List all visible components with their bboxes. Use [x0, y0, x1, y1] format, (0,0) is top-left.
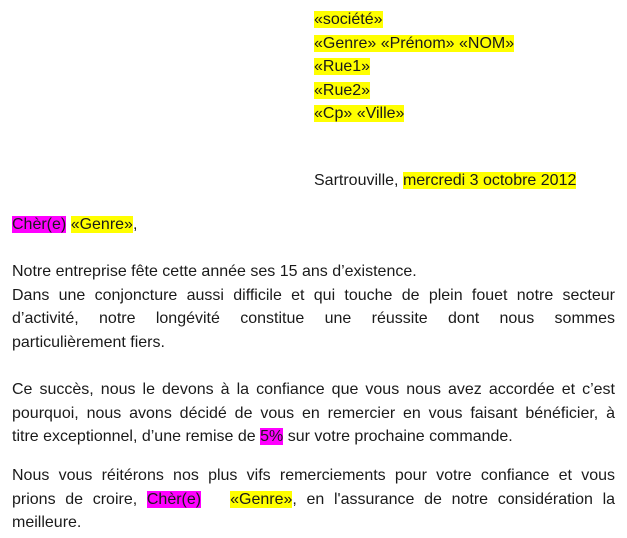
merge-field-rue1[interactable]: «Rue1» [314, 58, 371, 75]
paragraph-closing [12, 464, 615, 535]
paragraph2-line3 [12, 425, 615, 449]
merge-field-genre[interactable]: «Genre» [314, 34, 377, 52]
salutation-genre-field[interactable]: «Genre» [70, 216, 133, 233]
paragraph3-line3: meilleure. [12, 514, 82, 531]
paragraph2-line1: Ce succès, nous le devons à la confiance que vous nous avez accordée et c’est [12, 381, 615, 398]
salutation-comma: , [132, 216, 138, 233]
merge-field-city-group [314, 105, 404, 122]
merge-field-nom[interactable]: «NOM» [459, 34, 515, 52]
paragraph1-line4: particulièrement fiers. [12, 333, 165, 351]
merge-field-societe[interactable]: «société» [314, 11, 383, 28]
paragraph2-line2: pourquoi, nous avons décidé de vous en remercier en vous faisant bénéficier, à [12, 404, 615, 422]
paragraph3-line1: Nous vous réitérons nos plus vifs remerciements pour votre confiance et vous [12, 467, 615, 484]
discount-value[interactable]: 5% [260, 428, 284, 445]
address-line-street2 [314, 79, 514, 103]
merge-field-rue2[interactable]: «Rue2» [314, 81, 371, 99]
recipient-address-block [314, 8, 514, 126]
place-text: Sartrouville, [314, 172, 399, 189]
address-line-city [314, 102, 514, 126]
paragraph1-line3: d’activité, notre longévité constitue une réussite dont nous sommes [12, 310, 615, 327]
paragraph2-line3-before: titre exceptionnel, d’une remise de [12, 428, 256, 445]
paragraph2-line3-after: sur votre prochaine commande. [287, 428, 513, 445]
salutation [12, 213, 137, 236]
salutation-cher-highlight[interactable]: Chèr(e) [12, 216, 67, 233]
address-line-company [314, 8, 514, 32]
paragraph3-line2-after: , en l'assurance de notre considération la [292, 490, 616, 508]
paragraph3-line2-before: prions de croire, [12, 490, 138, 508]
merge-field-name-group [314, 35, 514, 52]
date-field[interactable]: mercredi 3 octobre 2012 [402, 172, 577, 189]
paragraph-thanks-offer [12, 378, 615, 449]
address-line-name [314, 32, 514, 56]
closing-genre-field[interactable]: «Genre» [230, 490, 293, 508]
place-date-line [314, 169, 576, 192]
closing-cher-highlight[interactable]: Chèr(e) [146, 490, 202, 508]
paragraph3-line2 [12, 488, 615, 512]
paragraph-anniversary [12, 260, 615, 354]
address-line-street1 [314, 55, 514, 79]
merge-field-cp[interactable]: «Cp» [314, 105, 353, 122]
merge-field-prenom[interactable]: «Prénom» [380, 34, 455, 52]
paragraph1-line1: Notre entreprise fête cette année ses 15 ans d’existence. [12, 263, 417, 280]
paragraph1-line2: Dans une conjoncture aussi difficile et qui touche de plein fouet notre secteur [12, 286, 615, 304]
merge-field-ville[interactable]: «Ville» [356, 105, 405, 122]
